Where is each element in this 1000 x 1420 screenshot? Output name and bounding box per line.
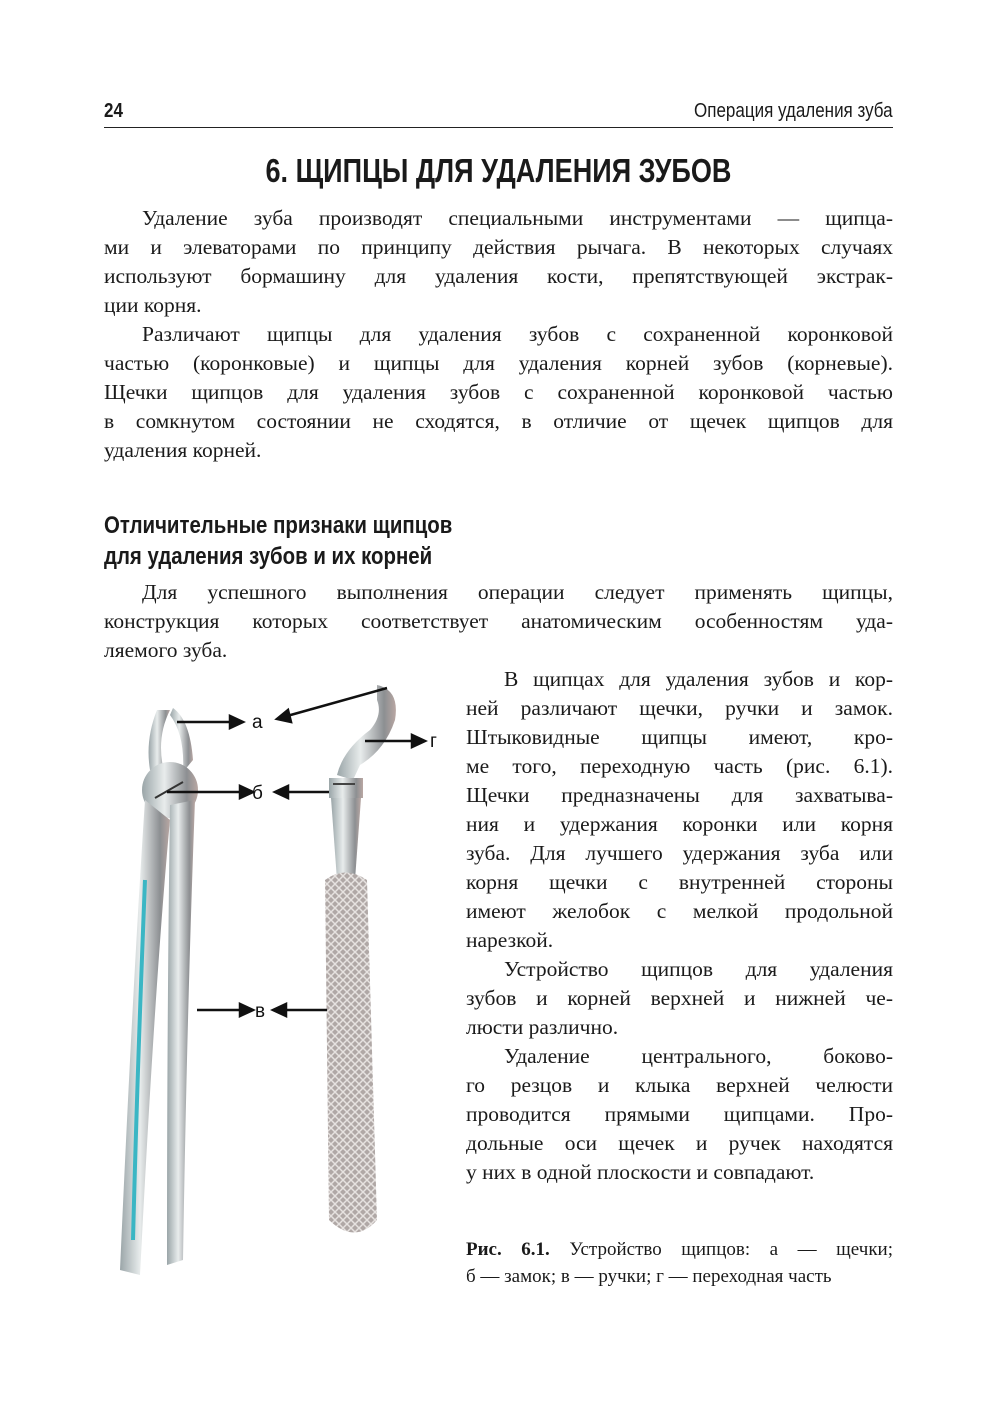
- text-line: зубов и корней верхней и нижней че-: [466, 986, 893, 1010]
- text-line: люсти различно.: [466, 1015, 619, 1039]
- text-line: Щечки щипцов для удаления зубов с сохраненной коронковой частью: [104, 380, 893, 404]
- section-heading: [104, 510, 452, 572]
- label-g: г: [430, 731, 437, 752]
- text-line: го резцов и клыка верхней челюсти: [466, 1073, 893, 1097]
- text-line: В щипцах для удаления зубов и кор-: [504, 667, 893, 691]
- column-text: [466, 665, 893, 1187]
- section-intro: [104, 578, 893, 665]
- figure-caption: [466, 1236, 893, 1290]
- text-line: Удаление зуба производят специальными инструментами — щипца-: [142, 206, 893, 230]
- intro-text: [104, 204, 893, 465]
- section-heading-line: для удаления зубов и их корней: [104, 543, 433, 570]
- text-line: ми и элеваторами по принципу действия рычага. В некоторых случаях: [104, 235, 893, 259]
- text-line: имеют желобок с мелкой продольной: [466, 899, 893, 923]
- text-line: Щечки предназначены для захватыва-: [466, 783, 893, 807]
- text-line: конструкция которых соответствует анатомическим особенностям уда-: [104, 609, 893, 633]
- label-v: в: [255, 1001, 266, 1022]
- text-line: Штыковидные щипцы имеют, кро-: [466, 725, 893, 749]
- header-rule: [104, 127, 893, 128]
- text-line: используют бормашину для удаления кости, препятствующей экстрак-: [104, 264, 893, 288]
- text-line: ции корня.: [104, 293, 202, 317]
- caption-line: б — замок; в — ручки; г — переходная часть: [466, 1266, 832, 1287]
- text-line: дольные оси щечек и ручек находятся: [466, 1131, 893, 1155]
- text-line: нарезкой.: [466, 928, 554, 952]
- text-line: в сомкнутом состоянии не сходятся, в отличие от щечек щипцов для: [104, 409, 893, 433]
- caption-label: Рис. 6.1.: [466, 1239, 550, 1260]
- page-number: 24: [104, 100, 123, 122]
- text-line: частью (коронковые) и щипцы для удаления корней зубов (корневые).: [104, 351, 893, 375]
- text-line: корня щечки с внутренней стороны: [466, 870, 893, 894]
- running-title: Операция удаления зуба: [694, 100, 893, 122]
- text-line: ме того, переходную часть (рис. 6.1).: [466, 754, 893, 778]
- chapter-title: 6. ЩИПЦЫ ДЛЯ УДАЛЕНИЯ ЗУБОВ: [265, 152, 732, 189]
- text-line: проводится прямыми щипцами. Про-: [466, 1102, 893, 1126]
- text-line: у них в одной плоскости и совпадают.: [466, 1160, 815, 1184]
- text-line: Удаление центрального, боково-: [504, 1044, 893, 1068]
- label-a: а: [252, 712, 263, 733]
- text-line: Для успешного выполнения операции следует применять щипцы,: [142, 580, 893, 604]
- label-b: б: [252, 783, 263, 804]
- text-line: удаления корней.: [104, 438, 262, 462]
- bayonet-forceps-image: [325, 685, 396, 1233]
- text-line: ляемого зуба.: [104, 638, 228, 662]
- section-heading-line: Отличительные признаки щипцов: [104, 512, 453, 539]
- text-line: Устройство щипцов для удаления: [504, 957, 893, 981]
- text-line: ней различают щечки, ручки и замок.: [466, 696, 893, 720]
- text-line: Различают щипцы для удаления зубов с сохраненной коронковой: [142, 322, 893, 346]
- figure-forceps: [115, 680, 460, 1295]
- text-line: зуба. Для лучшего удержания зуба или: [466, 841, 893, 865]
- text-line: ния и удержания коронки или корня: [466, 812, 893, 836]
- caption-line: Устройство щипцов: а — щечки;: [569, 1239, 893, 1260]
